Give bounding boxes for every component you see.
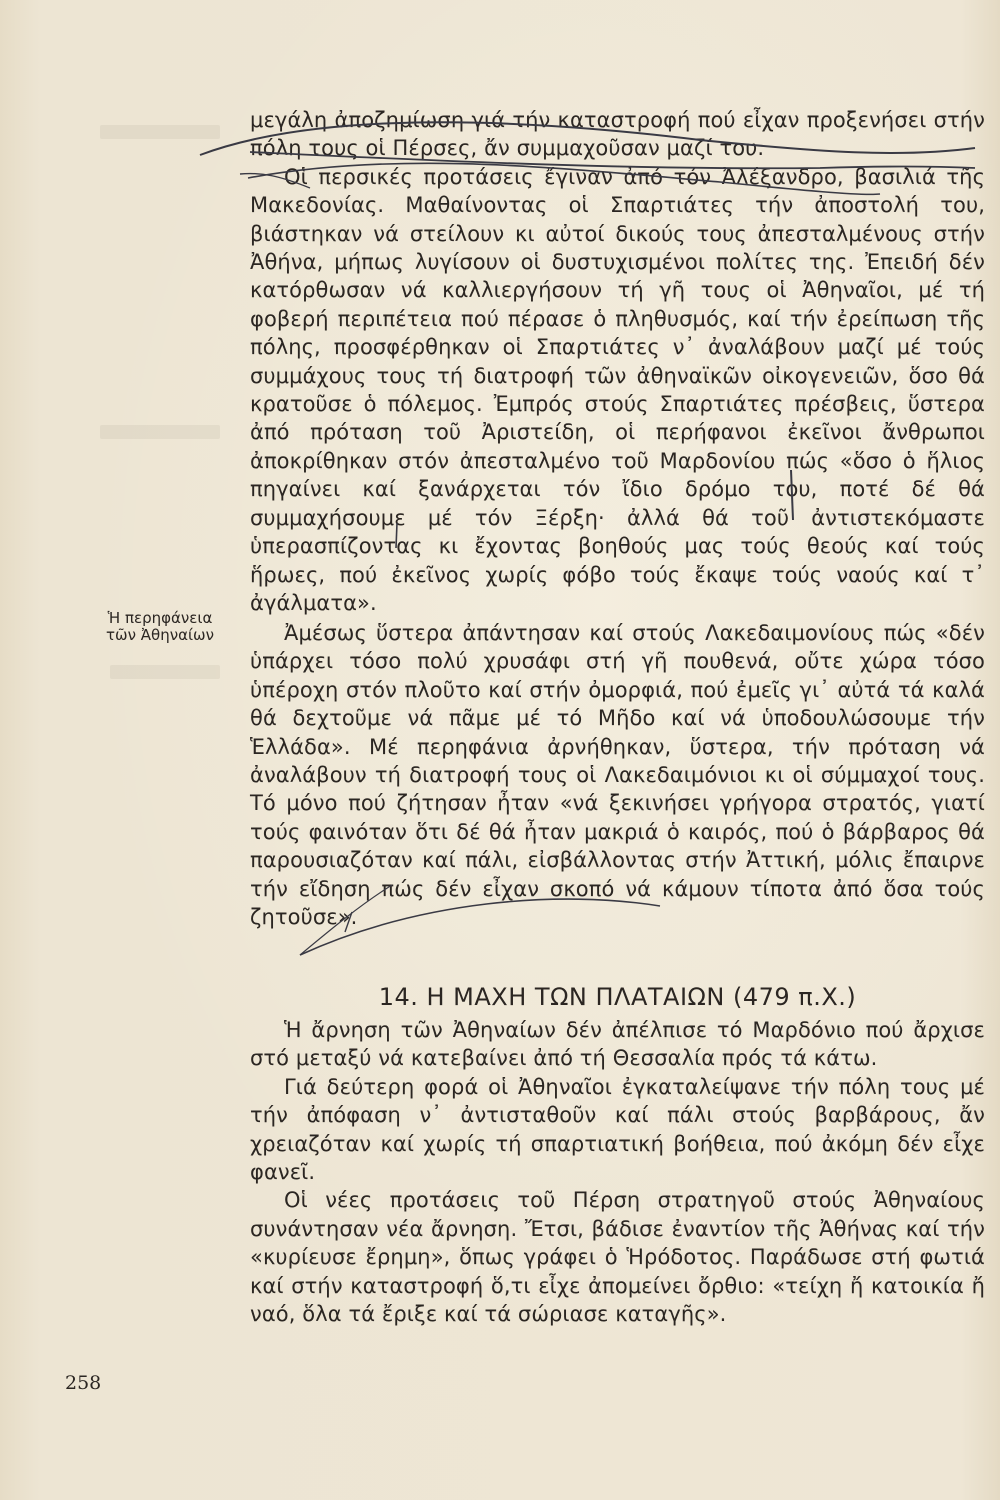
- text-block-bottom: [250, 1016, 985, 1328]
- page-number: 258: [65, 1372, 102, 1394]
- margin-note: [80, 610, 240, 644]
- text-block-top: [250, 106, 985, 617]
- paragraph: μεγάλη ἀποζημίωση γιά τήν καταστροφή πού εἶχαν προξενήσει στήν πόλη τους οἱ Πέρσες, ἄν συμμαχοῦσαν μαζί του.: [250, 108, 985, 161]
- margin-note-line: τῶν Ἀθηναίων: [106, 626, 214, 644]
- paragraph: Ἡ ἄρνηση τῶν Ἀθηναίων δέν ἀπέλπισε τό Μαρδόνιο πού ἄρχισε στό μεταξύ νά κατεβαίνει ἀπό τή Θεσσαλία πρός τά κάτω.: [250, 1018, 985, 1071]
- margin-note-line: Ἡ περηφάνεια: [107, 609, 213, 627]
- bleed-through-mark: [100, 425, 220, 439]
- paragraph: Οἱ νέες προτάσεις τοῦ Πέρση στρατηγοῦ στούς Ἀθηναίους συνάντησαν νέα ἄρνηση. Ἔτσι, βάδισε ἐναντίον τῆς Ἀθήνας καί τήν «κυρίευσε ἔρημη», ὅπως γράφει ὁ Ἡρόδοτος. Παράδωσε στή φωτιά καί στήν καταστροφή ὅ,τι εἶχε ἀπομείνει ὄρθιο: «τείχη ἤ κατοικία ἤ ναό, ὅλα τά ἔριξε καί τά σώριασε καταγῆς».: [250, 1188, 985, 1327]
- bleed-through-mark: [100, 125, 220, 139]
- text-block-middle: [250, 619, 985, 931]
- paragraph: Ἀμέσως ὕστερα ἀπάντησαν καί στούς Λακεδαιμονίους πώς «δέν ὑπάρχει τόσο πολύ χρυσάφι στή γῆ πουθενά, οὔτε χώρα τόσο ὑπέροχη στόν πλοῦτο καί στήν ὀμορφιά, πού ἐμεῖς γι᾽ αὐτά τά καλά θά δεχτοῦμε νά πᾶμε μέ τό Μῆδο καί νά ὑποδουλώσουμε τήν Ἑλλάδα». Μέ περηφάνια ἀρνήθηκαν, ὕστερα, τήν πρόταση νά ἀναλάβουν τή διατροφή τους οἱ Λακεδαιμόνιοι κι οἱ σύμμαχοί τους. Τό μόνο πού ζήτησαν ἦταν «νά ξεκινήσει γρήγορα στρατός, γιατί τούς φαινόταν ὅτι δέ θά ἦταν μακριά ὁ καιρός, πού ὁ βάρβαρος θά παρουσιαζόταν καί πάλι, εἰσβάλλοντας στήν Ἀττική, μόλις ἔπαιρνε τήν εἴδηση πώς δέν εἶχαν σκοπό νά κάμουν τίποτα ἀπό ὅσα τούς ζητοῦσε».: [250, 621, 985, 930]
- section-heading: 14. Η ΜΑΧΗ ΤΩΝ ΠΛΑΤΑΙΩΝ (479 π.Χ.): [378, 983, 857, 1011]
- paragraph: Οἱ περσικές προτάσεις ἔγιναν ἀπό τόν Ἀλέξανδρο, βασιλιά τῆς Μακεδονίας. Μαθαίνοντας οἱ Σπαρτιάτες τήν ἀποστολή του, βιάστηκαν νά στείλουν κι αὐτοί δικούς τους ἀπεσταλμένους στήν Ἀθήνα, μήπως λυγίσουν οἱ δυστυχισμένοι πολίτες της. Ἐπειδή δέν κατόρθωσαν νά καλλιεργήσουν τή γῆ τους οἱ Ἀθηναῖοι, μέ τή φοβερή περιπέτεια πού πέρασε ὁ πληθυσμός, καί τήν ἐρείπωση τῆς πόλης, προσφέρθηκαν οἱ Σπαρτιάτες ν᾽ ἀναλάβουν μαζί μέ τούς συμμάχους τους τή διατροφή τῶν ἀθηναϊκῶν οἰκογενειῶν, ὅσο θά κρατοῦσε ὁ πόλεμος. Ἐμπρός στούς Σπαρτιάτες πρέσβεις, ὕστερα ἀπό πρόταση τοῦ Ἀριστείδη, οἱ περήφανοι ἐκεῖνοι ἄνθρωποι ἀποκρίθηκαν στόν ἀπεσταλμένο τοῦ Μαρδονίου πώς «ὅσο ὁ ἥλιος πηγαίνει καί ξανάρχεται τόν ἴδιο δρόμο του, ποτέ δέ θά συμμαχήσουμε μέ τόν Ξέρξη· ἀλλά θά τοῦ ἀντιστεκόμαστε ὑπερασπίζοντας κι ἔχοντας βοηθούς μας τούς θεούς καί τούς ἥρωες, πού ἐκεῖνος χωρίς φόβο τούς ἔκαψε τούς ναούς καί τ᾽ ἀγάλματα».: [250, 164, 985, 615]
- paragraph: Γιά δεύτερη φορά οἱ Ἀθηναῖοι ἐγκαταλείψανε τήν πόλη τους μέ τήν ἀπόφαση ν᾽ ἀντισταθοῦν καί πάλι στούς βαρβάρους, ἄν χρειαζόταν καί χωρίς τή σπαρτιατική βοήθεια, πού ἀκόμη δέν εἶχε φανεῖ.: [250, 1074, 985, 1185]
- bleed-through-mark: [110, 665, 220, 679]
